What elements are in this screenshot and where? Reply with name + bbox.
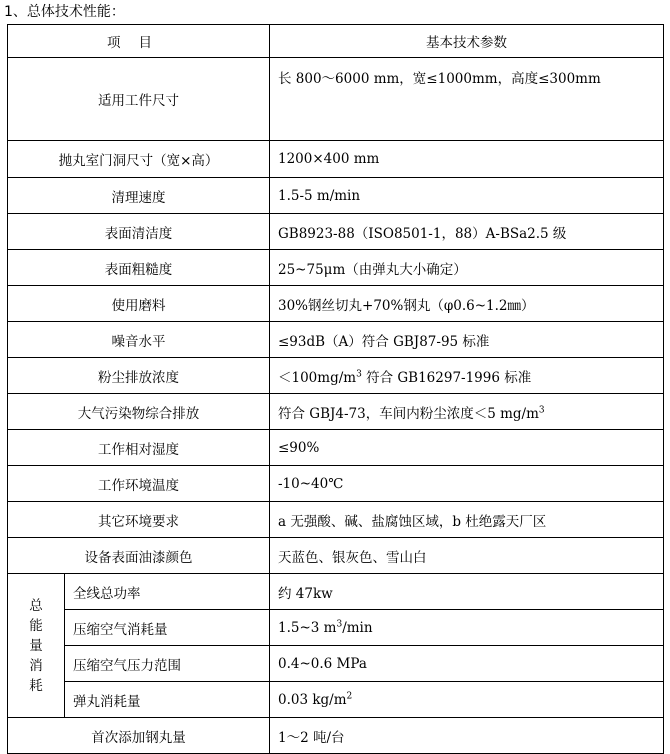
value-text: 1.5~3 m bbox=[278, 619, 337, 636]
table-row bbox=[8, 141, 664, 178]
value-text: 符合 GBJ4-73，车间内粉尘浓度＜5 mg/m bbox=[278, 405, 539, 422]
row-label: 清理速度 bbox=[8, 178, 270, 214]
row-label: 适用工件尺寸 bbox=[8, 58, 270, 141]
row-value: -10~40℃ bbox=[270, 466, 664, 502]
group-char: 耗 bbox=[29, 677, 43, 694]
table-row bbox=[8, 286, 664, 322]
row-label: 表面清洁度 bbox=[8, 214, 270, 250]
table-row bbox=[8, 610, 664, 646]
row-label: 首次添加钢丸量 bbox=[8, 718, 270, 754]
row-label: 全线总功率 bbox=[65, 574, 270, 610]
row-label: 使用磨料 bbox=[8, 286, 270, 322]
value-text: 符合 GB16297-1996 标准 bbox=[366, 369, 532, 386]
row-value: ≤90% bbox=[270, 430, 664, 466]
table-row bbox=[8, 466, 664, 502]
table-row bbox=[8, 430, 664, 466]
value-text: 0.4~0.6 MPa bbox=[278, 655, 367, 672]
value-text: 0.03 kg/m bbox=[278, 691, 347, 708]
superscript: 3 bbox=[356, 369, 362, 379]
value-text: ＜100mg/m bbox=[278, 369, 357, 386]
row-label: 粉尘排放浓度 bbox=[8, 358, 270, 394]
header-item: 项目 bbox=[8, 25, 270, 58]
row-value bbox=[270, 682, 664, 718]
group-char: 能 bbox=[29, 617, 43, 634]
row-value: 天蓝色、银灰色、雪山白 bbox=[270, 538, 664, 574]
header-params: 基本技术参数 bbox=[270, 25, 664, 58]
energy-group-label bbox=[8, 574, 65, 718]
row-value: ≤93dB（A）符合 GBJ87-95 标准 bbox=[270, 322, 664, 358]
row-label: 抛丸室门洞尺寸（宽×高） bbox=[8, 141, 270, 178]
row-value: 1.5-5 m/min bbox=[270, 178, 664, 214]
row-label: 压缩空气消耗量 bbox=[65, 610, 270, 646]
row-label: 工作相对湿度 bbox=[8, 430, 270, 466]
row-label: 大气污染物综合排放 bbox=[8, 394, 270, 430]
row-label: 工作环境温度 bbox=[8, 466, 270, 502]
table-row bbox=[8, 538, 664, 574]
row-value bbox=[270, 358, 664, 394]
row-value: 1200×400 mm bbox=[270, 141, 664, 178]
row-value bbox=[270, 610, 664, 646]
row-label: 压缩空气压力范围 bbox=[65, 646, 270, 682]
value-text: /min bbox=[342, 619, 373, 636]
superscript: 2 bbox=[346, 691, 353, 701]
table-row bbox=[8, 502, 664, 538]
table-row bbox=[8, 250, 664, 286]
section-heading: 1、总体技术性能： bbox=[4, 4, 125, 20]
row-value: GB8923-88（ISO8501-1，88）A-BSa2.5 级 bbox=[270, 214, 664, 250]
row-value: a 无强酸、碱、盐腐蚀区域，b 杜绝露天厂区 bbox=[270, 502, 664, 538]
group-char: 量 bbox=[29, 637, 43, 654]
table-row bbox=[8, 682, 664, 718]
row-value: 30%钢丝切丸+70%钢丸（φ0.6~1.2㎜） bbox=[270, 286, 664, 322]
table-row bbox=[8, 574, 664, 610]
group-char: 总 bbox=[29, 597, 43, 614]
row-value bbox=[270, 646, 664, 682]
spec-table bbox=[7, 24, 664, 754]
row-label: 噪音水平 bbox=[8, 322, 270, 358]
table-row bbox=[8, 58, 664, 141]
table-row bbox=[8, 358, 664, 394]
table-header-row bbox=[8, 25, 664, 58]
row-label: 设备表面油漆颜色 bbox=[8, 538, 270, 574]
row-label: 其它环境要求 bbox=[8, 502, 270, 538]
table-row bbox=[8, 394, 664, 430]
superscript: 3 bbox=[336, 619, 343, 629]
table-row bbox=[8, 718, 664, 754]
row-value bbox=[270, 574, 664, 610]
table-row bbox=[8, 214, 664, 250]
row-value: 25~75μm（由弹丸大小确定） bbox=[270, 250, 664, 286]
value-text: 约 47kw bbox=[278, 585, 333, 602]
row-value: 1～2 吨/台 bbox=[270, 718, 664, 754]
superscript: 3 bbox=[538, 405, 545, 415]
row-label: 表面粗糙度 bbox=[8, 250, 270, 286]
row-value: 长 800～6000 mm，宽≤1000mm，高度≤300mm bbox=[270, 58, 664, 141]
table-row bbox=[8, 178, 664, 214]
table-row bbox=[8, 646, 664, 682]
row-label: 弹丸消耗量 bbox=[65, 682, 270, 718]
table-row bbox=[8, 322, 664, 358]
group-char: 消 bbox=[29, 657, 43, 674]
row-value bbox=[270, 394, 664, 430]
